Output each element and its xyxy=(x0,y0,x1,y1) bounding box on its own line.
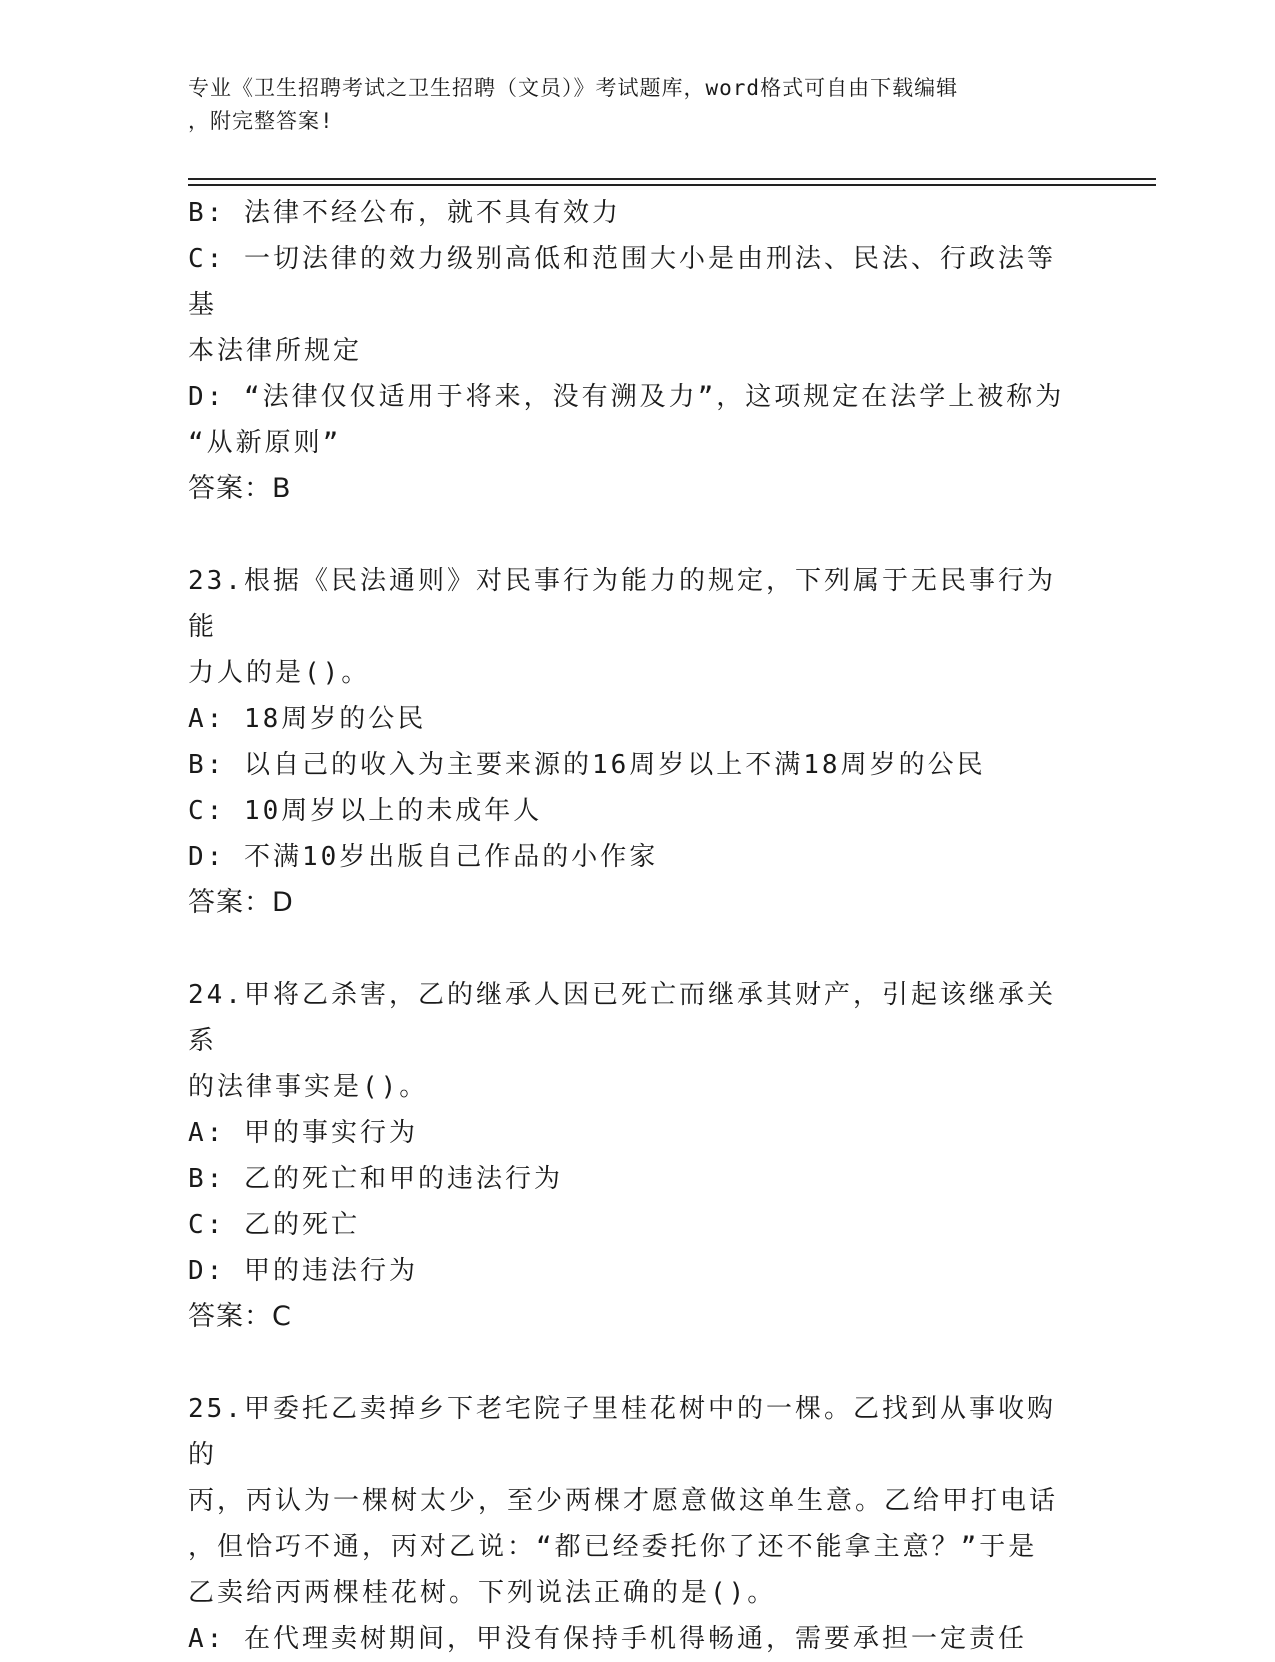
option-a: A: 甲的事实行为 xyxy=(188,1118,418,1148)
header-rule-bottom xyxy=(188,184,1156,186)
option-d-line-1: D: “法律仅仅适用于将来，没有溯及力”，这项规定在法学上被称为 xyxy=(188,382,1065,412)
option-b: B: 乙的死亡和甲的违法行为 xyxy=(188,1164,563,1194)
question-stem-line-1: 25.甲委托乙卖掉乡下老宅院子里桂花树中的一棵。乙找到从事收购的 xyxy=(188,1394,1056,1470)
option-c: C: 10周岁以上的未成年人 xyxy=(188,796,543,826)
option-c-line-2: 本法律所规定 xyxy=(188,336,363,366)
spacer xyxy=(188,1340,1068,1386)
option-d: D: 甲的违法行为 xyxy=(188,1256,418,1286)
answer: 答案：D xyxy=(188,887,294,918)
option-d: D: 不满10岁出版自己作品的小作家 xyxy=(188,842,659,872)
option-c: C: 乙的死亡 xyxy=(188,1210,360,1240)
question-stem-line-4: 乙卖给丙两棵桂花树。下列说法正确的是()。 xyxy=(188,1578,777,1608)
question-stem-line-3: ，但恰巧不通，丙对乙说：“都已经委托你了还不能拿主意？”于是 xyxy=(188,1532,1038,1562)
document-body xyxy=(188,190,1068,1662)
option-a: A: 在代理卖树期间，甲没有保持手机得畅通，需要承担一定责任 xyxy=(188,1624,1027,1654)
option-c-line-1: C: 一切法律的效力级别高低和范围大小是由刑法、民法、行政法等基 xyxy=(188,244,1056,320)
question-stem-line-1: 24.甲将乙杀害，乙的继承人因已死亡而继承其财产，引起该继承关系 xyxy=(188,980,1056,1056)
option-b: B: 法律不经公布，就不具有效力 xyxy=(188,198,621,228)
document-header xyxy=(188,72,1068,138)
question-stem-line-1: 23.根据《民法通则》对民事行为能力的规定，下列属于无民事行为能 xyxy=(188,566,1056,642)
header-rule-top xyxy=(188,178,1156,180)
question-23 xyxy=(188,558,1068,926)
question-stem-line-2: 的法律事实是()。 xyxy=(188,1072,429,1102)
option-d-line-2: “从新原则” xyxy=(188,428,342,458)
spacer xyxy=(188,926,1068,972)
header-line-1: 专业《卫生招聘考试之卫生招聘（文员）》考试题库，word格式可自由下载编辑 xyxy=(188,76,959,100)
answer: 答案：B xyxy=(188,473,292,504)
option-a: A: 18周岁的公民 xyxy=(188,704,427,734)
question-22 xyxy=(188,190,1068,512)
spacer xyxy=(188,512,1068,558)
question-stem-line-2: 力人的是()。 xyxy=(188,658,371,688)
header-line-2: ，附完整答案! xyxy=(188,109,334,133)
option-b: B: 以自己的收入为主要来源的16周岁以上不满18周岁的公民 xyxy=(188,750,986,780)
question-25 xyxy=(188,1386,1068,1662)
question-24 xyxy=(188,972,1068,1340)
question-stem-line-2: 丙，丙认为一棵树太少，至少两棵才愿意做这单生意。乙给甲打电话 xyxy=(188,1486,1059,1516)
answer: 答案：C xyxy=(188,1301,292,1332)
